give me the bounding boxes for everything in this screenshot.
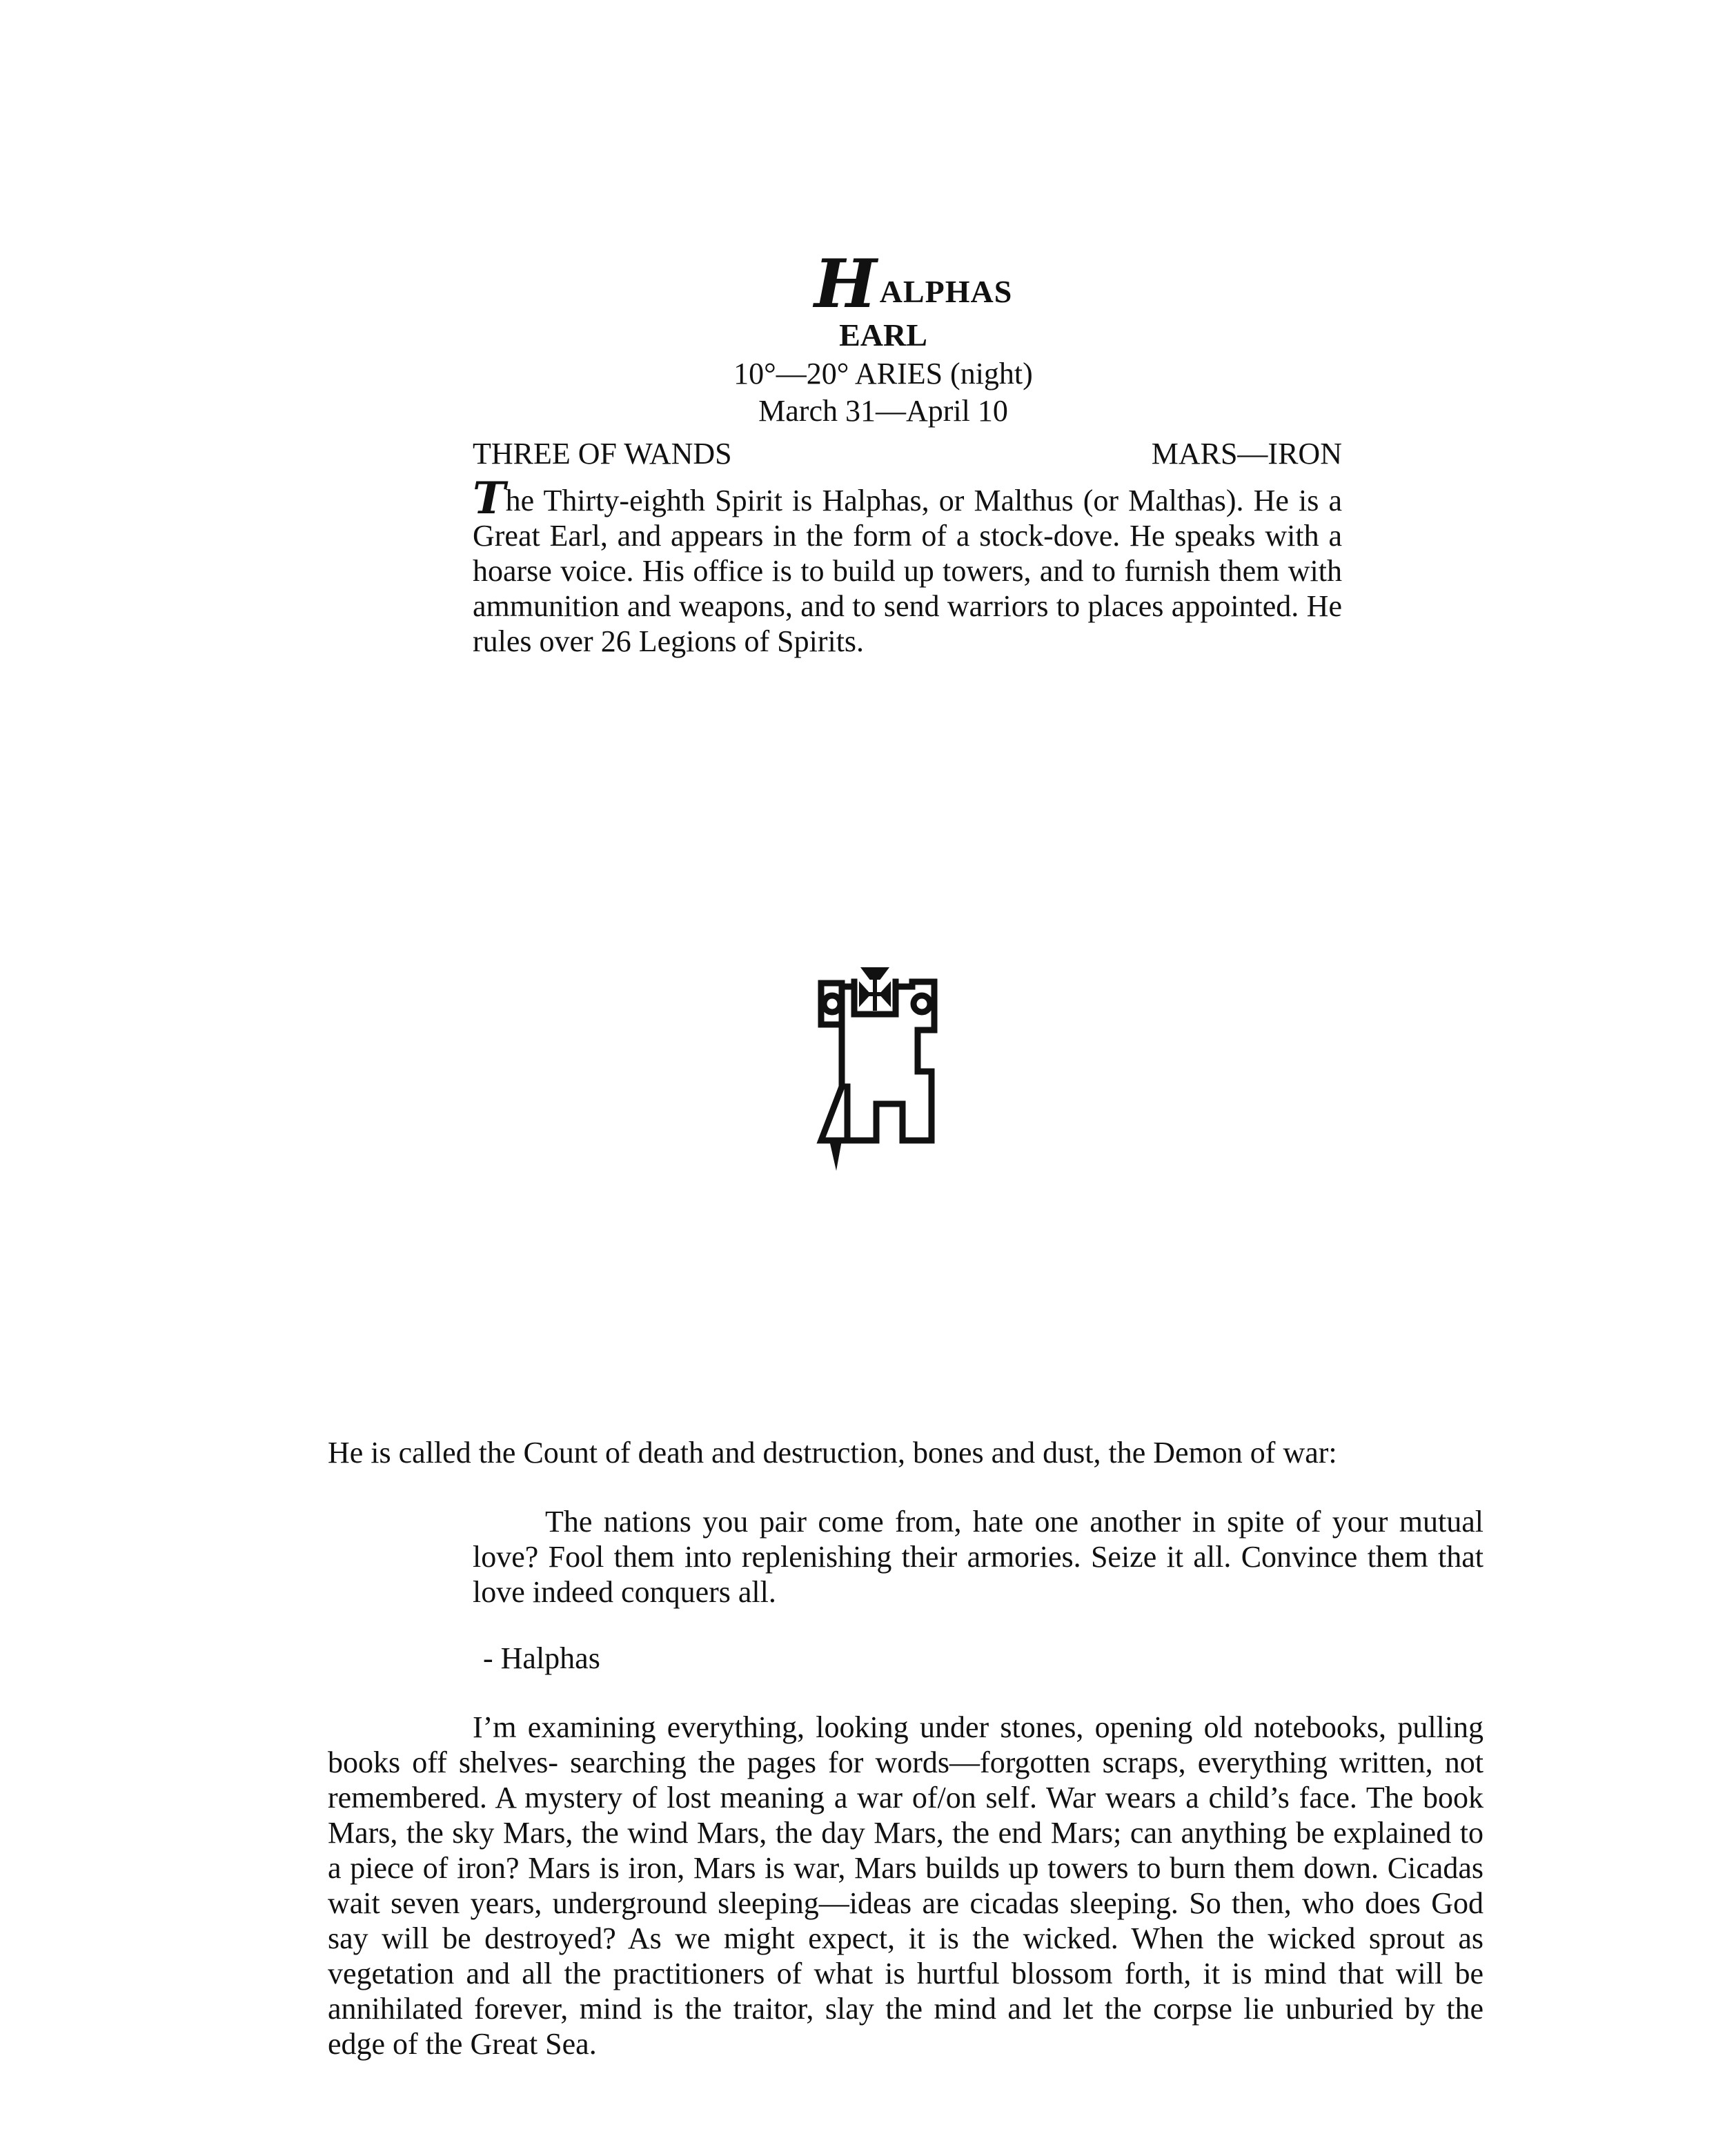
halphas-sigil-icon: [793, 956, 1014, 1197]
tarot-card: THREE OF WANDS: [473, 437, 732, 471]
commentary-body: I’m examining everything, looking under stones, opening old notebooks, pulling books off shelves- searching the pages for words—forgotten scraps, everything written, not remembered. A mystery of lost meaning a war of/on self. War wears a child’s face. The book Mars, the sky Mars, the wind Mars, the day Mars, the end Mars; can anything be explained to a piece of iron? Mars is iron, Mars is war, Mars builds up towers to burn them down. Cicadas wait seven years, underground sleeping—ideas are cicadas sleeping. So then, who does God say will be destroyed? As we might expect, it is the wicked. When the wicked sprout as vegetation and all the practitioners of what is hurtful blossom forth, it is mind that will be annihilated forever, mind is the traitor, slay the mind and let the corpse lie unburied by the edge of the Great Sea.: [328, 1710, 1483, 2061]
commentary-quote: The nations you pair come from, hate one another in spite of your mutual love? Fool them into replenishing their armories. Seize it all. Convince them that love indeed conquers all.: [473, 1505, 1483, 1609]
spirit-title: [814, 241, 1013, 323]
title-initial: H: [814, 245, 877, 323]
commentary-intro: He is called the Count of death and destruction, bones and dust, the Demon of war:: [328, 1436, 1337, 1470]
description-drop-cap: T: [473, 473, 506, 524]
planet-metal: MARS—IRON: [1151, 437, 1342, 471]
date-range: March 31—April 10: [758, 394, 1008, 428]
correspondence-row: [473, 436, 1342, 472]
quote-attribution: - Halphas: [483, 1641, 600, 1675]
zodiac-degrees: 10°—20° ARIES (night): [733, 357, 1033, 390]
spirit-description: [473, 473, 1342, 659]
title-rest: ALPHAS: [879, 274, 1013, 309]
spirit-rank: EARL: [839, 317, 927, 353]
description-text: he Thirty-eighth Spirit is Halphas, or Malthus (or Malthas). He is a Great Earl, and appears in the form of a stock-dove. He speaks with a hoarse voice. His office is to build up towers, and to furnish them with ammunition and weapons, and to send warriors to places appointed. He rules over 26 Legions of Spirits.: [473, 484, 1342, 658]
